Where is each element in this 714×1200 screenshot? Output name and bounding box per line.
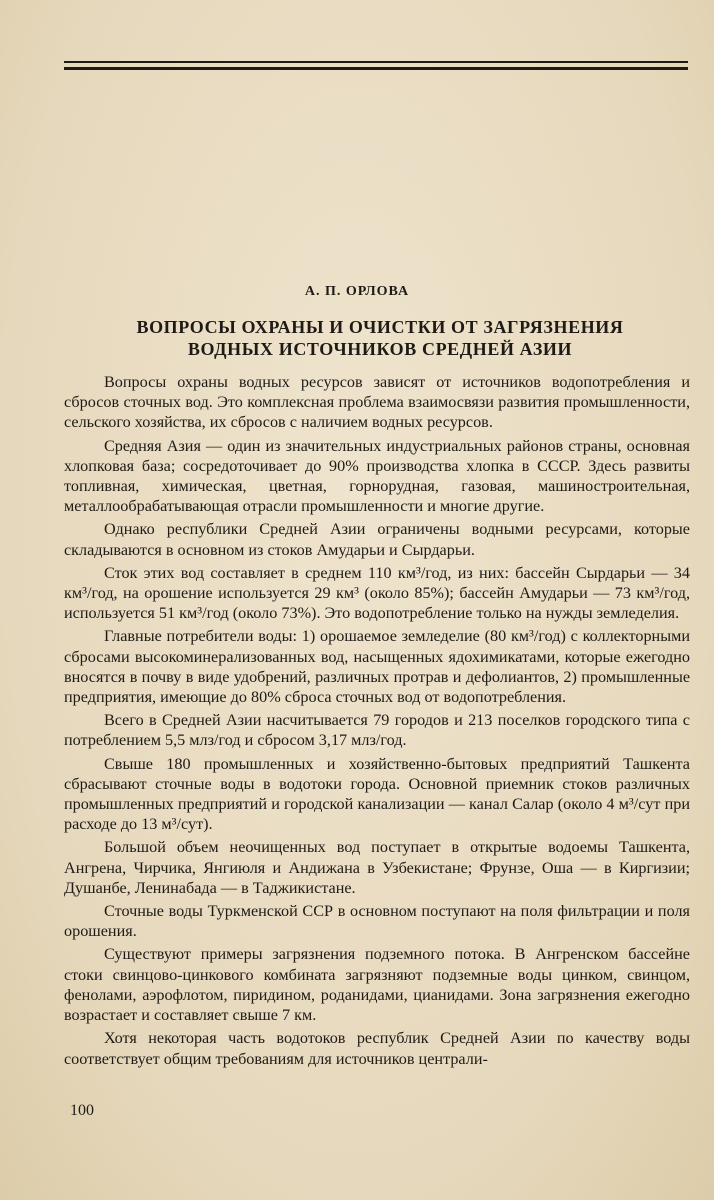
paragraph: Хотя некоторая часть водотоков республик Средней Азии по качеству воды соответствует общим требованиям для источников централи- xyxy=(64,1029,690,1068)
article-title xyxy=(60,316,700,360)
author-name: А. П. ОРЛОВА xyxy=(304,284,410,299)
paragraph: Всего в Средней Азии насчитывается 79 городов и 213 поселков городского типа с потреблением 5,5 млз/год и сбросом 3,17 млз/год. xyxy=(64,711,690,750)
header-rule-thick xyxy=(64,67,688,70)
paragraph: Средняя Азия — один из значительных индустриальных районов страны, основная хлопковая база; сосредоточивает до 90% производства хлопка в СССР. Здесь развиты топливная, химическая, цветная, горнорудная, газовая, машиностроительная, металлообрабатывающая отрасли промышленности и многие другие. xyxy=(64,436,690,516)
title-line-2: ВОДНЫХ ИСТОЧНИКОВ СРЕДНЕЙ АЗИИ xyxy=(187,339,573,359)
header-rule-thin xyxy=(64,61,688,63)
page-number: 100 xyxy=(70,1102,94,1119)
paragraph: Вопросы охраны водных ресурсов зависят от источников водопотребления и сбросов сточных вод. Это комплексная проблема взаимосвязи развития промышленности, сельского хозяйства, их сбросов с наличием водных ресурсов. xyxy=(64,373,690,432)
paragraph: Сток этих вод составляет в среднем 110 км³/год, из них: бассейн Сырдарьи — 34 км³/год, на орошение используется 29 км³ (около 85%); бассейн Амударьи — 73 км³/год, используется 51 км³/год (около 73%). Это водопотребление только на нужды земледелия. xyxy=(64,563,690,623)
paragraph: Однако республики Средней Азии ограничены водными ресурсами, которые складываются в основном из стоков Амударьи и Сырдарьи. xyxy=(64,520,690,559)
paragraph: Сточные воды Туркменской ССР в основном поступают на поля фильтрации и поля орошения. xyxy=(64,902,690,941)
title-line-1: ВОПРОСЫ ОХРАНЫ И ОЧИСТКИ ОТ ЗАГРЯЗНЕНИЯ xyxy=(136,317,624,337)
paragraph: Главные потребители воды: 1) орошаемое земледелие (80 км³/год) с коллекторными сбросами высокоминерализованных вод, насыщенных ядохимикатами, которые ежегодно вносятся в почву в виде удобрений, различных протрав и дефолиантов, 2) промышленные предприятия, имеющие до 80% сброса сточных вод от водопотребления. xyxy=(64,627,690,707)
paragraph: Большой объем неочищенных вод поступает в открытые водоемы Ташкента, Ангрена, Чирчика, Янгиюля и Андижана в Узбекистане; Фрунзе, Оша — в Киргизии; Душанбе, Ленинабада — в Таджикистане. xyxy=(64,838,690,897)
paragraph: Свыше 180 промышленных и хозяйственно-бытовых предприятий Ташкента сбрасывают сточные воды в водотоки города. Основной приемник стоков различных промышленных предприятий и городской канализации — канал Салар (около 4 м³/сут при расходе до 13 м³/сут). xyxy=(64,754,690,834)
paragraph: Существуют примеры загрязнения подземного потока. В Ангренском бассейне стоки свинцово-цинкового комбината загрязняют подземные воды цинком, свинцом, фенолами, аэрофлотом, пиридином, роданидами, цианидами. Зона загрязнения ежегодно возрастает и составляет свыше 7 км. xyxy=(64,945,690,1025)
article-body xyxy=(64,372,690,1072)
